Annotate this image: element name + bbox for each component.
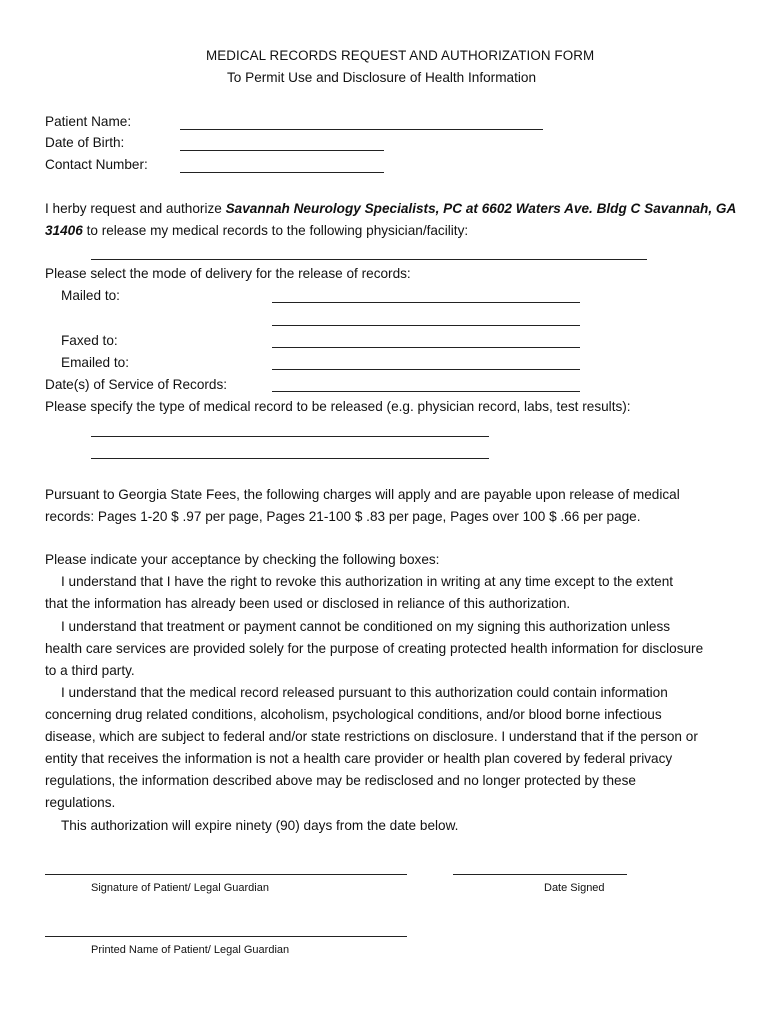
request-line-2 bbox=[45, 223, 468, 238]
acceptance-item-2-line-2: health care services are provided solely for the purpose of creating protected health information for disclosure bbox=[45, 641, 704, 656]
acceptance-item-2-line-3: to a third party. bbox=[45, 663, 135, 678]
record-type-field-1[interactable] bbox=[91, 436, 489, 437]
emailed-field[interactable] bbox=[272, 369, 580, 370]
fees-line-1: Pursuant to Georgia State Fees, the following charges will apply and are payable upon release of medical bbox=[45, 487, 680, 502]
acceptance-item-3-line-3: disease, which are subject to federal and/or state restrictions on disclosure. I understand that if the person or bbox=[45, 729, 698, 744]
form-subtitle: To Permit Use and Disclosure of Health Information bbox=[227, 70, 537, 85]
acceptance-item-3-line-4: entity that receives the information is not a health care provider or health plan covered by federal privacy bbox=[45, 751, 673, 766]
request-text-before: I herby request and authorize bbox=[45, 201, 226, 216]
emailed-label: Emailed to: bbox=[61, 355, 130, 370]
mailed-label: Mailed to: bbox=[61, 288, 120, 303]
date-signed-field[interactable] bbox=[453, 874, 627, 875]
mailed-field-2[interactable] bbox=[272, 325, 580, 326]
signature-field[interactable] bbox=[45, 874, 407, 875]
acceptance-item-1-line-2: that the information has already been used or disclosed in reliance of this authorization. bbox=[45, 596, 571, 611]
service-dates-label: Date(s) of Service of Records: bbox=[45, 377, 228, 392]
signature-label: Signature of Patient/ Legal Guardian bbox=[91, 882, 269, 894]
request-line-1 bbox=[45, 201, 736, 216]
printed-name-field[interactable] bbox=[45, 936, 407, 937]
date-signed-label: Date Signed bbox=[544, 882, 605, 894]
acceptance-item-3-line-1[interactable]: I understand that the medical record released pursuant to this authorization could contain information bbox=[61, 685, 668, 700]
acceptance-prompt: Please indicate your acceptance by checking the following boxes: bbox=[45, 552, 440, 567]
delivery-prompt: Please select the mode of delivery for the release of records: bbox=[45, 266, 411, 281]
acceptance-item-3-line-5: regulations, the information described above may be redisclosed and no longer protected by these bbox=[45, 773, 636, 788]
patient-name-label: Patient Name: bbox=[45, 114, 132, 129]
mailed-field[interactable] bbox=[272, 302, 580, 303]
acceptance-item-3-line-2: concerning drug related conditions, alcoholism, psychological conditions, and/or blood borne infectious bbox=[45, 707, 662, 722]
service-dates-field[interactable] bbox=[272, 391, 580, 392]
record-type-prompt: Please specify the type of medical record to be released (e.g. physician record, labs, test results): bbox=[45, 399, 631, 414]
recipient-facility-field[interactable] bbox=[91, 259, 647, 260]
faxed-field[interactable] bbox=[272, 347, 580, 348]
acceptance-item-2-line-1[interactable]: I understand that treatment or payment cannot be conditioned on my signing this authorization unless bbox=[61, 619, 671, 634]
patient-name-field[interactable] bbox=[180, 129, 543, 130]
request-text-after: to release my medical records to the following physician/facility: bbox=[82, 223, 469, 238]
provider-zip: 31406 bbox=[45, 223, 83, 238]
acceptance-item-4[interactable]: This authorization will expire ninety (90) days from the date below. bbox=[61, 818, 459, 833]
acceptance-item-1-line-1[interactable]: I understand that I have the right to revoke this authorization in writing at any time except to the extent bbox=[61, 574, 674, 589]
provider-name: Savannah Neurology Specialists, PC at 6602 Waters Ave. Bldg C Savannah, GA bbox=[225, 201, 737, 216]
printed-name-label: Printed Name of Patient/ Legal Guardian bbox=[91, 944, 290, 956]
form-title: MEDICAL RECORDS REQUEST AND AUTHORIZATION FORM bbox=[206, 48, 595, 63]
dob-field[interactable] bbox=[180, 150, 384, 151]
acceptance-item-3-line-6: regulations. bbox=[45, 795, 116, 810]
dob-label: Date of Birth: bbox=[45, 135, 125, 150]
contact-number-label: Contact Number: bbox=[45, 157, 148, 172]
fees-line-2: records: Pages 1-20 $ .97 per page, Pages 21-100 $ .83 per page, Pages over 100 $ .66 per page. bbox=[45, 509, 641, 524]
faxed-label: Faxed to: bbox=[61, 333, 118, 348]
contact-number-field[interactable] bbox=[180, 172, 384, 173]
record-type-field-2[interactable] bbox=[91, 458, 489, 459]
